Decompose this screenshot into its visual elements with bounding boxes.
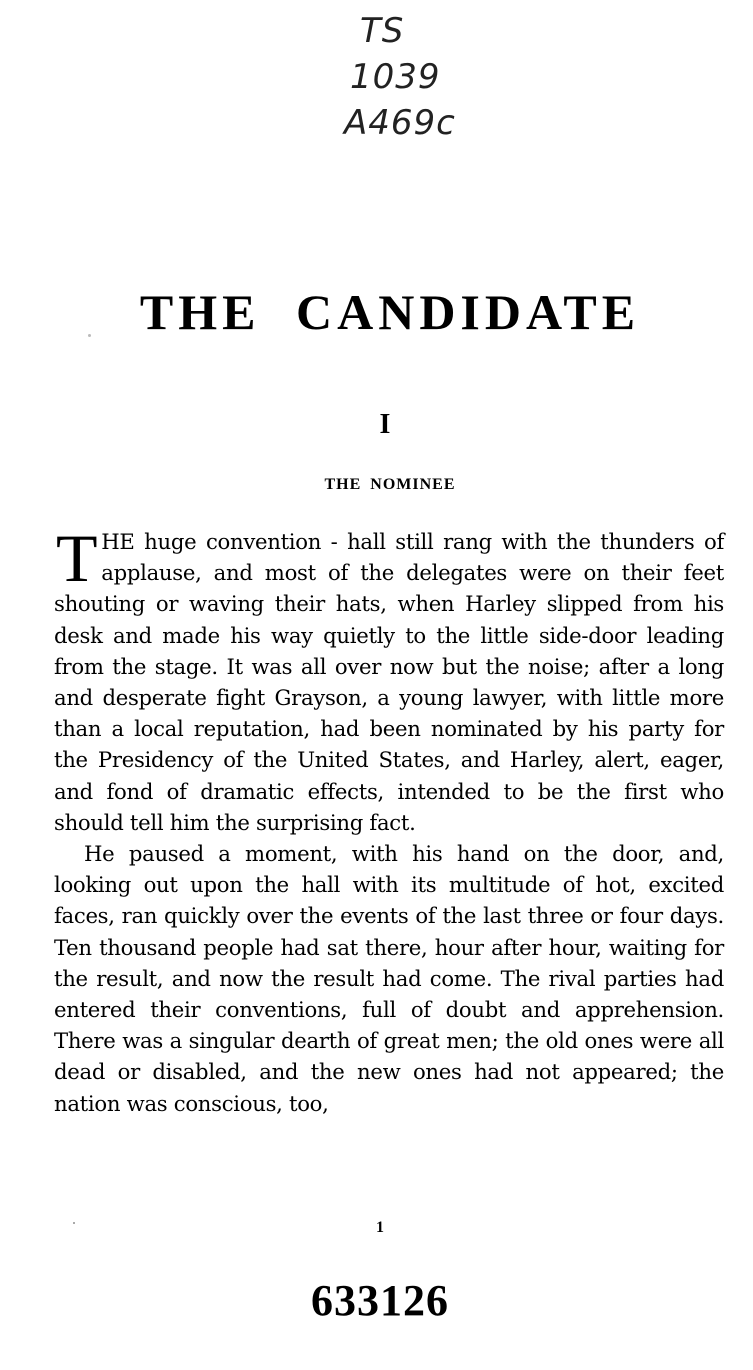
scan-speck [88,334,91,337]
handwritten-call-number [338,8,518,146]
page-number: 1 [376,1219,384,1236]
drop-cap: T [56,520,98,596]
paragraph-1 [54,520,724,838]
paragraph-1-text: HE huge convention - hall still rang with the thunders of applause, and most of the delegates were on their feet shouting or waving their hats, when Harley slipped from his desk and made his way quietly to the little side-door leading from the stage. It was all over now but the noise; after a long and desperate fight Grayson, a young lawyer, with little more than a local reputation, had been nominated by his party for the Presidency of the United States, and Harley, alert, eager, and fond of dramatic effects, intended to be the first who should tell him the surprising fact. [54,529,724,835]
accession-number-stamp: 633126 [311,1276,449,1325]
paragraph-2: He paused a moment, with his hand on the door, and, looking out upon the hall with its multitude of hot, excited faces, ran quickly over the events of the last three or four days. Ten thousand people had sat there, hour after hour, waiting for the result, and now the result had come. The rival parties had entered their conventions, full of doubt and apprehension. There was a singular dearth of great men; the old ones were all dead or disabled, and the new ones had not appeared; the nation was conscious, too, [54,841,724,1116]
call-number-line-2: 1039 [350,57,441,97]
chapter-body [54,520,724,1119]
call-number-line-1: TS [360,11,405,51]
book-title: THE CANDIDATE [139,284,641,340]
chapter-title: THE NOMINEE [324,476,456,493]
call-number-line-3: A469c [344,103,456,143]
chapter-number: I [379,409,391,440]
